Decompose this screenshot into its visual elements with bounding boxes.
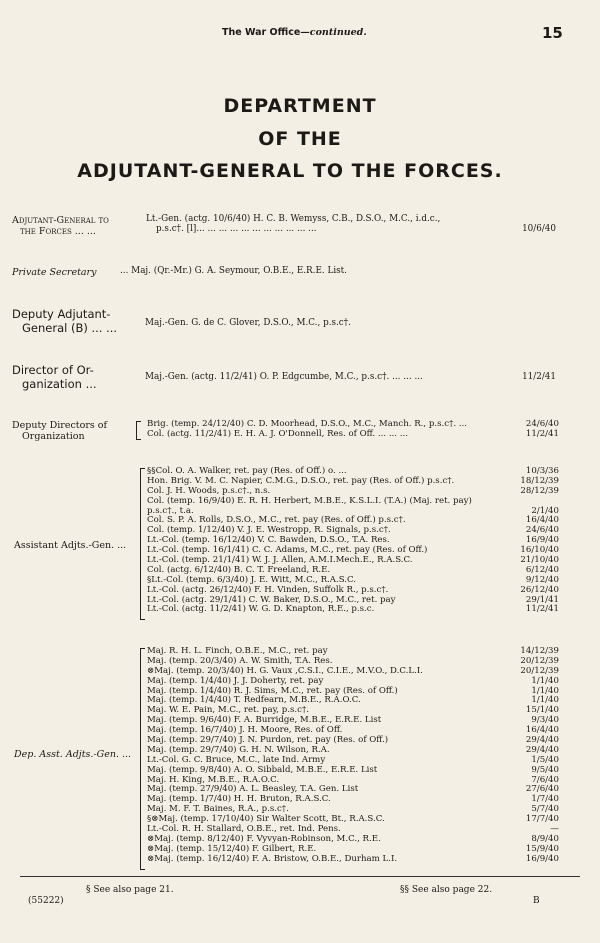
entry-text: Col. S. P. A. Rolls, D.S.O., M.C., ret. pay (Res. of Off.) p.s.c†. — [147, 515, 406, 526]
entry-text: p.s.c†., t.a. — [147, 505, 194, 516]
footer-rule — [20, 876, 580, 877]
entry-text: Maj. (temp. 1/7/40) H. H. Bruton, R.A.S.C. — [147, 794, 331, 805]
list-item — [147, 844, 559, 854]
footnote-1: § See also page 21. — [86, 885, 174, 895]
entry-text: Col. (actg. 6/12/40) B. C. T. Freeland, R.E. — [147, 564, 331, 575]
list-item — [147, 814, 559, 824]
entry-text: Maj. W. E. Pain, M.C., ret. pay, p.s.c†. — [147, 705, 309, 716]
entry-date: 20/12/39 — [520, 665, 559, 676]
list-item — [147, 515, 559, 525]
entry-date: 16/9/40 — [525, 853, 559, 864]
entry-date: 1/1/40 — [531, 695, 559, 706]
title-line-1: DEPARTMENT — [223, 95, 377, 117]
entry-date: 5/7/40 — [531, 804, 559, 815]
entry-text: Maj. (temp. 9/6/40) F. A. Burridge, M.B.E., E.R.E. List — [147, 715, 382, 726]
running-title: The War Office—continued. — [222, 27, 367, 38]
entry-text: Maj. (temp. 9/8/40) A. O. Sibbald, M.B.E., E.R.E. List — [147, 764, 378, 775]
entry-date: 16/10/40 — [520, 545, 559, 556]
entry-text: Lt.-Col. (temp. 21/1/41) W. J. J. Allen, A.M.I.Mech.E., R.A.S.C. — [147, 555, 413, 565]
list-item — [147, 646, 559, 656]
list-item — [147, 575, 559, 585]
entry-date: 29/4/40 — [525, 735, 559, 745]
entry-date: 1/7/40 — [531, 794, 559, 805]
signature-mark: B — [533, 896, 540, 906]
dorg-entry: Maj.-Gen. (actg. 11/2/41) O. P. Edgcumbe, M.C., p.s.c†. ... ... ... — [145, 372, 423, 382]
list-item — [147, 735, 559, 745]
list-item — [147, 775, 559, 785]
entry-text: §§Col. O. A. Walker, ret. pay (Res. of Off.) o. ... — [147, 466, 347, 476]
list-item — [147, 765, 559, 775]
entry-date: 26/12/40 — [520, 584, 559, 595]
entry-text: Maj. H. King, M.B.E., R.A.O.C. — [147, 774, 280, 785]
page-number: 15 — [542, 24, 563, 42]
entry-text: Col. (temp. 1/12/40) V. J. E. Westropp, R. Signals, p.s.c†. — [147, 525, 391, 536]
list-item — [147, 834, 559, 844]
dorg-date: 11/2/41 — [522, 372, 556, 382]
list-item — [147, 525, 559, 535]
list-item — [147, 854, 559, 864]
ag-entry-line-2: p.s.c†. [l]... ... ... ... ... ... ... ... ... ... ... — [156, 224, 317, 234]
entry-text: Lt.-Col. (temp. 16/12/40) V. C. Bawden, D.S.O., T.A. Res. — [147, 535, 390, 546]
entry-text: §⊗Maj. (temp. 17/10/40) Sir Walter Scott, Bt., R.A.S.C. — [147, 814, 385, 825]
list-item — [147, 745, 559, 755]
ag-entry-line-1: Lt.-Gen. (actg. 10/6/40) H. C. B. Wemyss, C.B., D.S.O., M.C., i.d.c., — [146, 214, 441, 224]
list-item — [147, 604, 559, 614]
list-item — [147, 535, 559, 545]
entry-text: Maj. (temp. 29/7/40) J. N. Purdon, ret. pay (Res. of Off.) — [147, 735, 389, 745]
entry-date: 2/1/40 — [531, 505, 559, 516]
entry-date: 15/9/40 — [525, 843, 559, 854]
entry-date: 18/12/39 — [520, 475, 559, 486]
daag-entry: Maj.-Gen. G. de C. Glover, D.S.O., M.C., p.s.c†. — [145, 318, 351, 328]
entry-text: Maj. (temp. 1/4/40) T. Redfearn, M.B.E., R.A.O.C. — [147, 695, 361, 706]
entry-date: — — [550, 824, 559, 834]
list-item — [147, 476, 559, 486]
entry-text: Maj. (temp. 16/7/40) J. H. Moore, Res. of Off. — [147, 725, 343, 736]
entry-text: Col. J. H. Woods, p.s.c†., n.s. — [147, 485, 271, 496]
entry-text: Lt.-Col. (actg. 11/2/41) W. G. D. Knapton, R.E., p.s.c. — [147, 604, 375, 615]
entry-date: 10/3/36 — [525, 466, 559, 476]
list-item — [147, 824, 559, 834]
entry-text: Lt.-Col. R. H. Stallard, O.B.E., ret. Ind. Pens. — [147, 824, 341, 834]
list-item — [147, 545, 559, 555]
print-code: (55222) — [28, 896, 64, 906]
title-line-3: ADJUTANT-GENERAL TO THE FORCES. — [77, 160, 503, 182]
dorg-label: Director of Or- ganization ... — [12, 363, 97, 391]
list-item — [147, 666, 559, 676]
list-item — [147, 686, 559, 696]
entry-date: 24/6/40 — [525, 525, 559, 536]
entry-date: 1/1/40 — [531, 685, 559, 696]
entry-date: 9/12/40 — [525, 574, 559, 585]
ag-date: 10/6/40 — [522, 224, 556, 234]
entry-date: 21/10/40 — [520, 555, 559, 565]
entry-text: Lt.-Col. (actg. 26/12/40) F. H. Vinden, Suffolk R., p.s.c†. — [147, 584, 389, 595]
list-item — [147, 565, 559, 575]
entry-text: Maj. (temp. 27/9/40) A. L. Beasley, T.A. Gen. List — [147, 784, 359, 795]
entry-date: 16/4/40 — [525, 515, 559, 526]
list-item — [147, 486, 559, 496]
entry-date: 16/4/40 — [525, 725, 559, 736]
ps-entry: ... Maj. (Qr.-Mr.) G. A. Seymour, O.B.E., E.R.E. List. — [120, 266, 347, 276]
entry-date: 6/12/40 — [525, 564, 559, 575]
aag-list — [147, 466, 559, 614]
aag-label: Assistant Adjts.-Gen. ... — [14, 540, 127, 551]
ddo-brace — [136, 421, 141, 440]
list-item — [147, 695, 559, 705]
list-item — [147, 794, 559, 804]
entry-date: 27/6/40 — [525, 784, 559, 795]
entry-text: Lt.-Col. (actg. 29/1/41) C. W. Baker, D.S.O., M.C., ret. pay — [147, 594, 396, 605]
entry-text: ⊗Maj. (temp. 15/12/40) F. Gilbert, R.E. — [147, 843, 317, 854]
entry-text: Lt.-Col. G. C. Bruce, M.C., late Ind. Army — [147, 754, 326, 765]
entry-date: 1/1/40 — [531, 675, 559, 686]
list-item — [147, 725, 559, 735]
entry-text: Maj. (temp. 20/3/40) A. W. Smith, T.A. Res. — [147, 655, 333, 666]
entry-text: §Lt.-Col. (temp. 6/3/40) J. E. Witt, M.C., R.A.S.C. — [147, 574, 357, 585]
ag-label: Adjutant-General to the Forces ... ... — [12, 215, 109, 237]
entry-text: Col. (temp. 16/9/40) E. R. H. Herbert, M.B.E., K.S.L.I. (T.A.) (Maj. ret. pay) — [147, 495, 472, 506]
list-item — [147, 466, 559, 476]
entry-date: 9/3/40 — [531, 715, 559, 726]
list-item — [147, 755, 559, 765]
entry-text: Maj. (temp. 1/4/40) J. J. Doherty, ret. pay — [147, 675, 324, 686]
entry-date: 11/2/41 — [525, 604, 559, 615]
list-item — [147, 705, 559, 715]
title-line-2: OF THE — [258, 128, 342, 150]
entry-date: 9/5/40 — [531, 764, 559, 775]
entry-text: ⊗Maj. (temp. 8/12/40) F. Vyvyan-Robinson, M.C., R.E. — [147, 833, 381, 844]
ddo-list — [147, 419, 559, 439]
entry-date: 29/1/41 — [525, 594, 559, 605]
ps-label: Private Secretary — [12, 267, 97, 278]
ddo-label: Deputy Directors of Organization — [12, 420, 107, 442]
entry-date: 17/7/40 — [525, 814, 559, 825]
entry-text: ⊗Maj. (temp. 16/12/40) F. A. Bristow, O.B.E., Durham L.I. — [147, 853, 398, 864]
entry-date: 8/9/40 — [531, 833, 559, 844]
entry-text: Maj. R. H. L. Finch, O.B.E., M.C., ret. pay — [147, 646, 328, 656]
entry-date: 29/4/40 — [525, 744, 559, 755]
aag-brace — [140, 468, 145, 620]
daag-label: Deputy Adjutant- General (B) ... ... — [12, 307, 118, 335]
entry-date: 28/12/39 — [520, 485, 559, 496]
entry-date: 16/9/40 — [525, 535, 559, 546]
entry-date: 14/12/39 — [520, 646, 559, 656]
entry-text: ⊗Maj. (temp. 20/3/40) H. G. Vaux ,C.S.I., C.I.E., M.V.O., D.C.L.I. — [147, 665, 423, 676]
entry-text: Hon. Brig. V. M. C. Napier, C.M.G., D.S.O., ret. pay (Res. of Off.) p.s.c†. — [147, 475, 455, 486]
list-item — [147, 804, 559, 814]
list-item: Brig. (temp. 24/12/40) C. D. Moorhead, D.S.O., M.C., Manch. R., p.s.c†. ... 24/6/40 — [147, 419, 559, 429]
daag2-list — [147, 646, 559, 864]
list-item — [147, 595, 559, 605]
list-item — [147, 496, 559, 506]
entry-text: Maj. (temp. 29/7/40) G. H. N. Wilson, R.A. — [147, 744, 330, 755]
list-item — [147, 656, 559, 666]
daag2-label: Dep. Asst. Adjts.-Gen. ... — [14, 749, 132, 760]
entry-date: 1/5/40 — [531, 754, 559, 765]
footnote-2: §§ See also page 22. — [400, 885, 493, 895]
entry-text: Maj. (temp. 1/4/40) R. J. Sims, M.C., ret. pay (Res. of Off.) — [147, 685, 398, 696]
list-item: Col. (actg. 11/2/41) E. H. A. J. O'Donnell, Res. of Off. ... ... ... 11/2/41 — [147, 428, 559, 439]
list-item — [147, 585, 559, 595]
list-item — [147, 784, 559, 794]
list-item — [147, 506, 559, 516]
entry-date: 20/12/39 — [520, 655, 559, 666]
list-item — [147, 715, 559, 725]
entry-date: 15/1/40 — [525, 705, 559, 716]
entry-date: 7/6/40 — [531, 774, 559, 785]
list-item — [147, 676, 559, 686]
list-item — [147, 555, 559, 565]
daag2-brace — [140, 648, 145, 870]
entry-text: Maj. M. F. T. Baines, R.A., p.s.c†. — [147, 804, 289, 815]
entry-text: Lt.-Col. (temp. 16/1/41) C. C. Adams, M.C., ret. pay (Res. of Off.) — [147, 545, 428, 556]
